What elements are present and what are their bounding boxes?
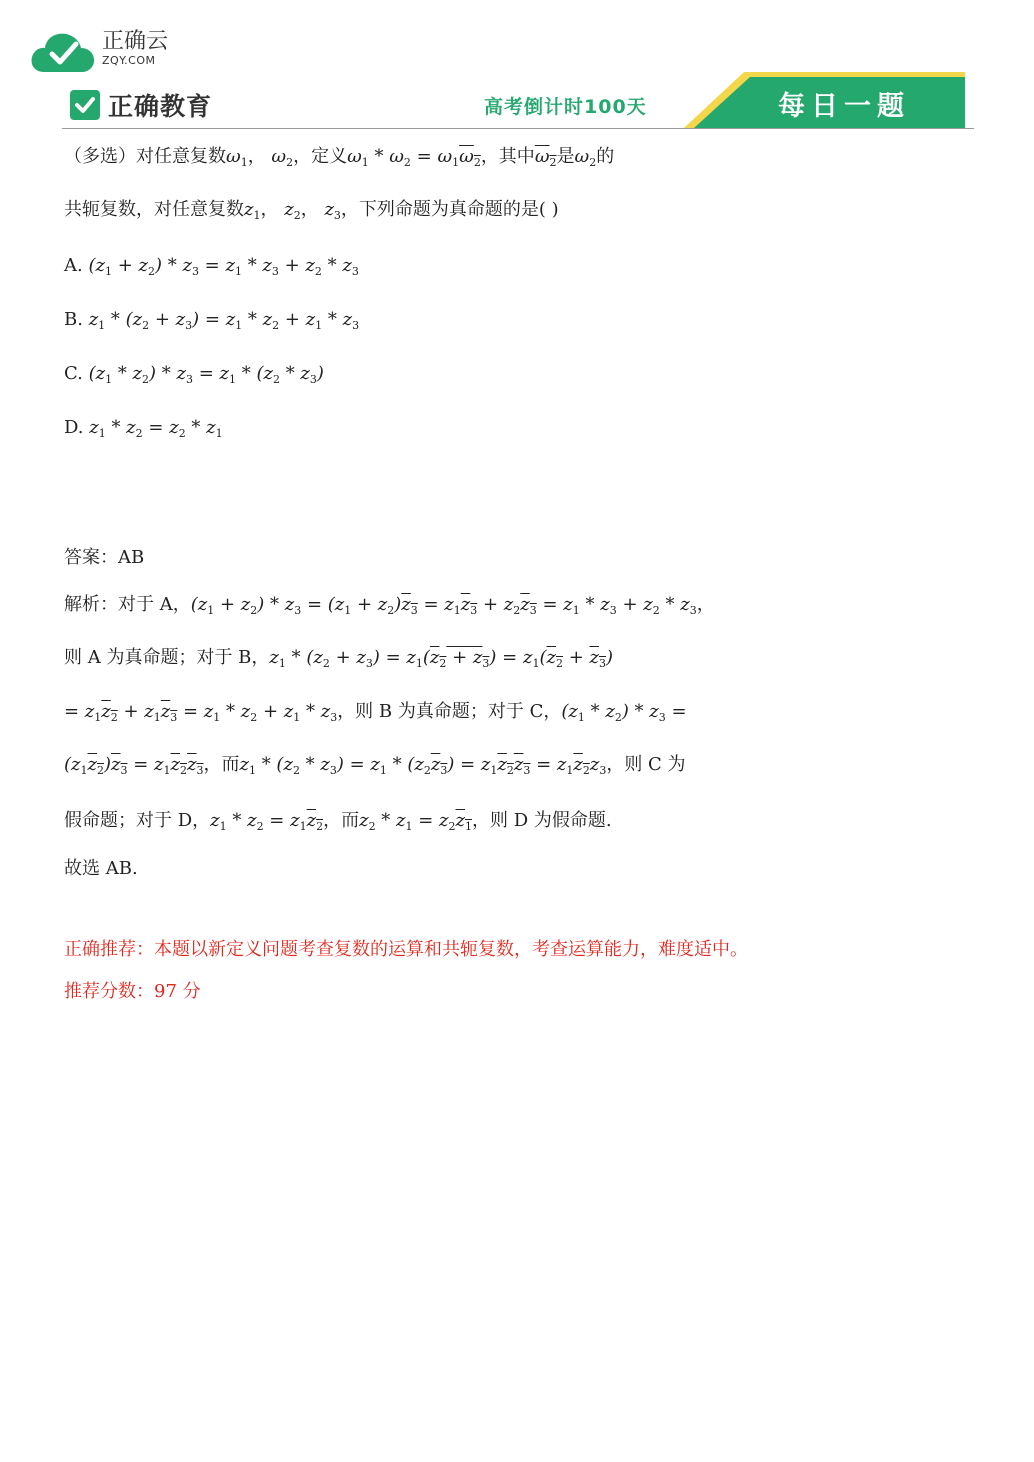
brand xyxy=(70,88,212,122)
question-line-2: 共轭复数，对任意复数$z_1$， $z_2$， $z_3$，下列命题为真命题的是( ) xyxy=(64,199,559,222)
recommend-text: 正确推荐：本题以新定义问题考查复数的运算和共轭复数，考查运算能力，难度适中。 xyxy=(64,939,748,960)
explanation-line-5: 假命题；对于 D，$z_1 * z_2 = z_1z_2$，而$z_2 * z_1 = z_2z_1$，则 D 为假命题. xyxy=(64,810,612,833)
daily-title: 每日一题 xyxy=(778,91,910,122)
explanation-line-1: 解析：对于 A，$(z_1 + z_2) * z_3 = (z_1 + z_2)z_3 = z_1z_3 + z_2z_3 = z_1 * z_3 + z_2 * z_3$， xyxy=(64,594,715,617)
brand-text: 正确教育 xyxy=(108,92,213,121)
logo-cn-text: 正确云 xyxy=(102,29,169,54)
option-d: D. $z_1 * z_2 = z_2 * z_1$ xyxy=(64,417,223,440)
logo-en-text: ZQY.COM xyxy=(102,54,156,67)
divider xyxy=(62,128,974,129)
countdown-text: 高考倒计时100天 xyxy=(484,96,647,118)
explanation-line-4: $(z_1z_2)z_3 = z_1z_2z_3$，而$z_1 * (z_2 * z_3) = z_1 * (z_2z_3) = z_1z_2z_3 = z_1z_2z_3$，则 C 为 xyxy=(64,754,686,777)
conclusion: 故选 AB. xyxy=(64,858,138,879)
option-c: C. $(z_1 * z_2) * z_3 = z_1 * (z_2 * z_3)$ xyxy=(64,363,324,386)
explanation-line-3: = $z_1z_2 + z_1z_3 = z_1 * z_2 + z_1 * z_3$，则 B 为真命题；对于 C，$(z_1 * z_2) * z_3$ = xyxy=(64,701,687,724)
question-line-1: （多选）对任意复数$\omega_1$， $\omega_2$，定义$\omega_1 * \omega_2 = \omega_1\omega_2$，其中$\omega_2$是$\omega_2$的 xyxy=(64,146,615,169)
option-a: A. $(z_1 + z_2) * z_3 = z_1 * z_3 + z_2 * z_3$ xyxy=(64,255,359,278)
recommend-score: 推荐分数：97 分 xyxy=(64,981,201,1002)
checkbox-icon xyxy=(70,90,100,120)
zqy-logo xyxy=(30,24,190,76)
cloud-check-icon xyxy=(30,30,96,74)
answer-label: 答案：AB xyxy=(64,547,145,568)
option-b: B. $z_1 * (z_2 + z_3) = z_1 * z_2 + z_1 * z_3$ xyxy=(64,309,360,332)
explanation-line-2: 则 A 为真命题；对于 B，$z_1 * (z_2 + z_3) = z_1(z_2 + z_3) = z_1(z_2 + z_3)$ xyxy=(64,647,614,670)
